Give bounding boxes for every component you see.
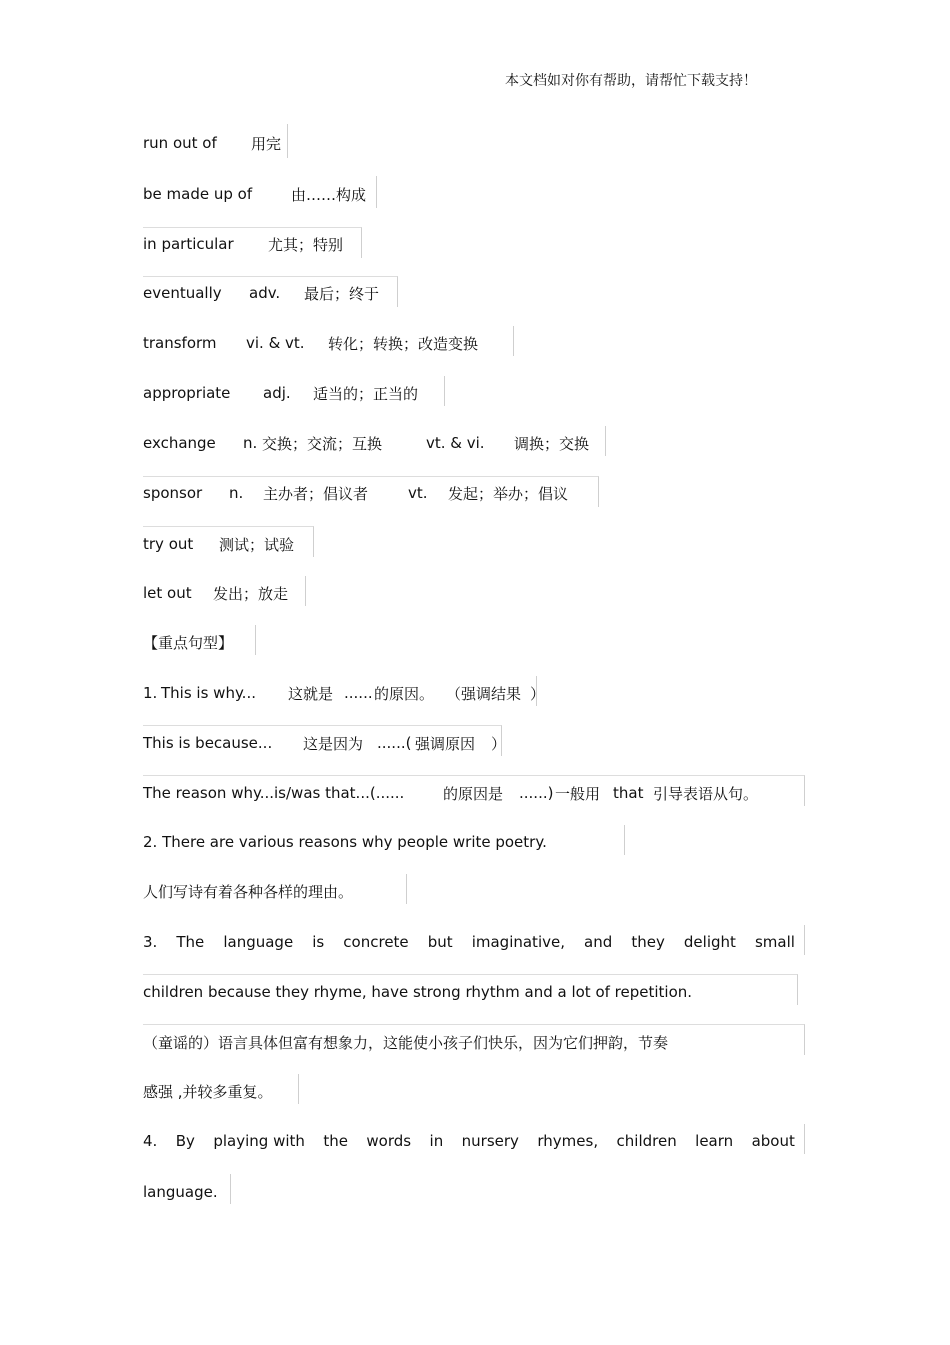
word: about	[751, 1132, 795, 1150]
vocab-pos: adv.	[249, 284, 281, 302]
line-divider	[143, 576, 306, 606]
word: 4.	[143, 1132, 158, 1150]
vocab-pos: adj.	[263, 384, 291, 402]
line-divider	[143, 376, 445, 406]
word: delight	[683, 933, 736, 951]
word: imaginative,	[471, 933, 565, 951]
line-divider	[143, 276, 398, 307]
vocab-meaning: 交换；交流；互换	[262, 434, 383, 453]
vocab-term: exchange	[143, 434, 216, 452]
vocab-pos: n.	[243, 434, 258, 452]
word: small	[754, 933, 795, 951]
sentence-close: ）	[491, 734, 507, 753]
section-title: 【重点句型】	[143, 633, 234, 652]
word: rhymes,	[537, 1132, 599, 1150]
sentence-2-cn: 人们写诗有着各种各样的理由。	[143, 882, 354, 901]
line-divider	[143, 925, 805, 955]
sentence-3-line-2: children because they rhyme, have strong rhythm and a lot of repetition.	[143, 983, 693, 1001]
vocab-term: try out	[143, 535, 194, 553]
word: language	[223, 933, 294, 951]
word: playing with	[213, 1132, 305, 1150]
sentence-cn: 的原因是	[443, 784, 504, 803]
sentence-dots: ......)	[519, 784, 554, 802]
sentence-en: This is because...	[143, 734, 273, 752]
word: is	[312, 933, 325, 951]
sentence-dots: ......(	[377, 734, 412, 752]
word: words	[366, 1132, 412, 1150]
sentence-cn: 这是因为	[303, 734, 364, 753]
line-divider	[143, 625, 256, 655]
line-divider	[143, 326, 514, 356]
line-divider	[143, 176, 377, 208]
vocab-term: transform	[143, 334, 217, 352]
vocab-meaning-2: 调换；交换	[514, 434, 590, 453]
vocab-meaning: 用完	[251, 134, 282, 153]
word: the	[323, 1132, 348, 1150]
sentence-cn-3: 引导表语从句。	[653, 784, 759, 803]
sentence-cn-2: 一般用	[555, 784, 601, 803]
line-divider	[143, 526, 314, 557]
word: 3.	[143, 933, 158, 951]
sentence-cn-2: 的原因。	[374, 684, 435, 703]
word: nursery	[461, 1132, 519, 1150]
vocab-meaning: 主办者；倡议者	[263, 484, 369, 503]
page-header: 本文档如对你有帮助，请帮忙下载支持！	[505, 73, 757, 89]
line-divider	[143, 1024, 805, 1055]
line-divider	[143, 775, 805, 806]
line-divider	[143, 426, 606, 456]
word: but	[427, 933, 453, 951]
vocab-pos-2: vt. & vi.	[426, 434, 485, 452]
sentence-cn: 这就是	[288, 684, 334, 703]
line-divider	[143, 974, 798, 1005]
line-divider	[143, 1174, 231, 1204]
vocab-meaning: 适当的；正当的	[313, 384, 419, 403]
vocab-term: be made up of	[143, 185, 253, 203]
line-divider	[143, 874, 407, 904]
vocab-pos: vi. & vt.	[246, 334, 305, 352]
sentence-note: （强调结果	[446, 684, 522, 703]
word: The	[176, 933, 205, 951]
word: children	[616, 1132, 677, 1150]
sentence-close: ）	[530, 684, 546, 703]
vocab-meaning: 发出；放走	[213, 584, 289, 603]
line-divider	[143, 476, 599, 507]
vocab-meaning: 转化；转换；改造变换	[328, 334, 479, 353]
word: learn	[695, 1132, 734, 1150]
line-divider	[143, 227, 362, 258]
sentence-3-cn-2: 感强 ,并较多重复。	[143, 1082, 273, 1101]
vocab-meaning: 最后；终于	[304, 284, 380, 303]
sentence-dots: ......	[344, 684, 373, 702]
line-divider	[143, 825, 625, 855]
vocab-pos: n.	[229, 484, 244, 502]
line-divider	[143, 124, 288, 158]
vocab-term: appropriate	[143, 384, 231, 402]
vocab-meaning: 测试；试验	[219, 535, 295, 554]
vocab-term: sponsor	[143, 484, 203, 502]
line-divider	[143, 1074, 299, 1104]
vocab-term: run out of	[143, 134, 217, 152]
line-divider	[143, 676, 537, 706]
vocab-term: in particular	[143, 235, 234, 253]
vocab-meaning-2: 发起；举办；倡议	[448, 484, 569, 503]
word: and	[584, 933, 613, 951]
sentence-that: that	[613, 784, 644, 802]
word: By	[175, 1132, 195, 1150]
sentence-note: 强调原因	[415, 734, 476, 753]
vocab-pos-2: vt.	[408, 484, 428, 502]
word: concrete	[343, 933, 409, 951]
vocab-meaning: 尤其；特别	[268, 235, 344, 254]
word: they	[631, 933, 665, 951]
line-divider	[143, 1124, 805, 1154]
line-divider	[143, 725, 502, 756]
sentence-2: 2. There are various reasons why people write poetry.	[143, 833, 547, 851]
vocab-term: let out	[143, 584, 192, 602]
vocab-meaning: 由……构成	[291, 185, 367, 204]
sentence-number: 1.	[143, 684, 158, 702]
word: in	[429, 1132, 444, 1150]
vocab-term: eventually	[143, 284, 222, 302]
sentence-en: This is why...	[161, 684, 256, 702]
sentence-4-line-2: language.	[143, 1183, 218, 1201]
sentence-en: The reason why...is/was that...(......	[143, 784, 405, 802]
sentence-3-cn: （童谣的）语言具体但富有想象力，这能使小孩子们快乐，因为它们押韵，节奏	[143, 1033, 669, 1052]
